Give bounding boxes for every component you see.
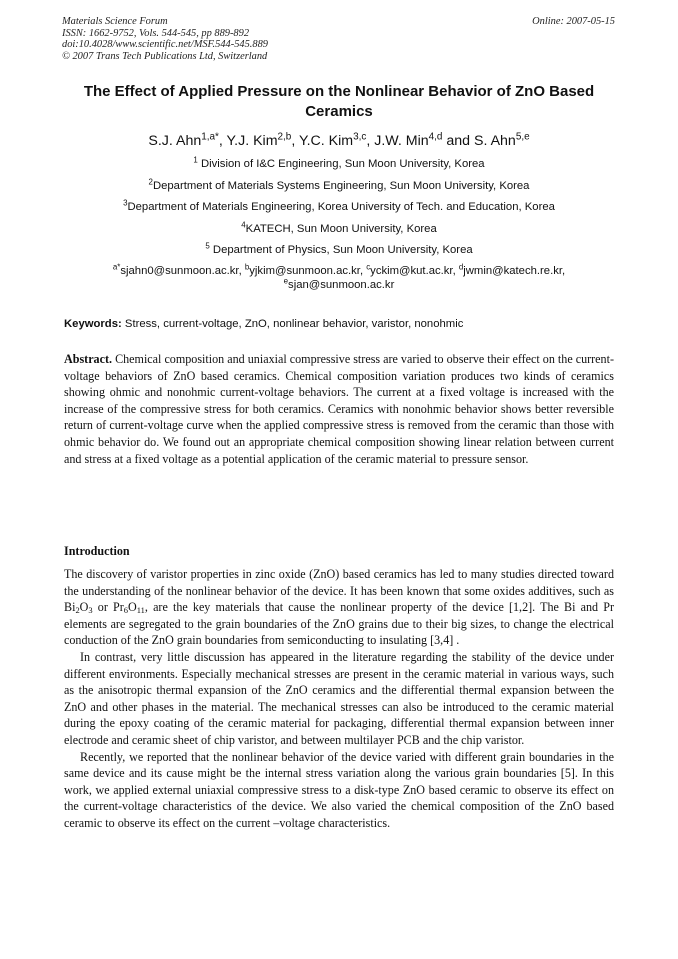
email-list: $^{a*}$sjahn0@sunmoon.ac.kr, $^b$yjkim@sunmoon.ac.kr, $^c$yckim@kut.ac.kr, $^d$jwmin@katech.re.kr, $^e$sjan@sunmoon.ac.kr [112,262,566,291]
introduction-body [64,566,614,832]
online-date: Online: 2007-05-15 [532,16,615,27]
author: Y.J. Kim$^{2,b}$ [226,131,292,149]
affiliation: $^5$ Department of Physics, Sun Moon University, Korea [205,241,473,256]
author: Y.C. Kim$^{3,c}$ [298,131,367,149]
affiliation: $^1$ Division of I&C Engineering, Sun Moon University, Korea [193,155,485,170]
keywords-line [64,317,463,331]
paper-title: The Effect of Applied Pressure on the Nonlinear Behavior of ZnO Based Ceramics [83,83,595,120]
author: S.J. Ahn$^{1,a*}$ [148,131,219,149]
email-link[interactable]: $^d$jwmin@katech.re.kr [458,262,562,277]
intro-paragraph: Recently, we reported that the nonlinear behavior of the device varied with different grain boundaries in the same device and its cause might be the internal stress variation along the various grain boundaries [5]. In this work, we applied external uniaxial compressive stress to a disk-type ZnO based ceramic to observe its effect on the current-voltage characteristics of the device. We also varied the chemical composition of the ZnO based ceramic to observe its effect on the current –voltage characteristics. [64,749,614,830]
journal-name: Materials Science Forum [62,16,168,27]
keywords-text: Stress, current-voltage, ZnO, nonlinear behavior, varistor, nonohmic [121,318,464,330]
affiliation: $^2$Department of Materials Systems Engineering, Sun Moon University, Korea [148,177,530,192]
author-list: S.J. Ahn$^{1,a*}$, Y.J. Kim$^{2,b}$, Y.C. Kim$^{3,c}$, J.W. Min$^{4,d}$ and S. Ahn$^{5,e}$ [148,131,530,149]
section-heading-introduction: Introduction [64,544,130,558]
intro-paragraph: The discovery of varistor properties in zinc oxide (ZnO) based ceramics has led to many studies directed toward the understanding of the nonlinear behavior of the device. It has been known that some oxides additives, such as $Bi_2O_3$ or $Pr_6O_{11}$, are the key materials that cause the nonlinear property of the device [1,2]. The Bi and Pr elements are segregated to the grain boundaries of the ZnO grains due to their big sizes, to change the electrical conduction of the ZnO grain boundaries from semiconducting to insulating [3,4] . [64,567,614,648]
intro-paragraph: In contrast, very little discussion has appeared in the literature regarding the stability of the device under different environments. Especially mechanical stresses are present in the ceramic material in various ways, such as the anisotropic thermal expansion of the ZnO ceramics and the differential thermal expansion between the ZnO and other phases in the material. The mechanical stresses can also be introduced to the ceramic material during the epoxy coating of the ceramic material for packaging, differential thermal expansion between inner electrode and ceramic sheet of chip varistor, and between multilayer PCB and the chip varistor. [64,649,614,747]
journal-header [62,16,268,62]
author: J.W. Min$^{4,d}$ [374,131,443,149]
abstract-text: Chemical composition and uniaxial compressive stress are varied to observe their effect on the current-voltage behaviors of ZnO based ceramics. Chemical composition variation produces two kinds of ceramics showing ohmic and nonohmic current-voltage behaviors. The current at a fixed voltage is increased with the increase of the compressive stress for both ceramics. Ceramics with nonohmic behavior shows better reversible return of current-voltage curve when the applied compressive stress is removed from the ceramic than those with ohmic behavior do. We found out an appropriate chemical composition showing linear relation between current and stress at a fixed voltage as a potential application of the ceramic material to pressure sensor. [64,352,614,466]
keywords-label: Keywords: [64,318,122,330]
email-link[interactable]: $^c$yckim@kut.ac.kr [366,262,453,277]
abstract-label: Abstract. [64,352,113,366]
doi-line: doi:10.4028/www.scientific.net/MSF.544-545.889 [62,39,268,51]
abstract [64,351,614,467]
email-link[interactable]: $^{a*}$sjahn0@sunmoon.ac.kr [112,262,239,277]
author: S. Ahn$^{5,e}$ [474,131,530,149]
copyright-line: © 2007 Trans Tech Publications Ltd, Switzerland [62,50,268,62]
email-link[interactable]: $^b$yjkim@sunmoon.ac.kr [244,262,360,277]
issn-line: ISSN: 1662-9752, Vols. 544-545, pp 889-892 [62,27,250,39]
affiliation: $^4$KATECH, Sun Moon University, Korea [241,220,437,235]
email-link[interactable]: $^e$sjan@sunmoon.ac.kr [283,276,395,291]
affiliation: $^3$Department of Materials Engineering, Korea University of Tech. and Education, Korea [123,198,555,213]
